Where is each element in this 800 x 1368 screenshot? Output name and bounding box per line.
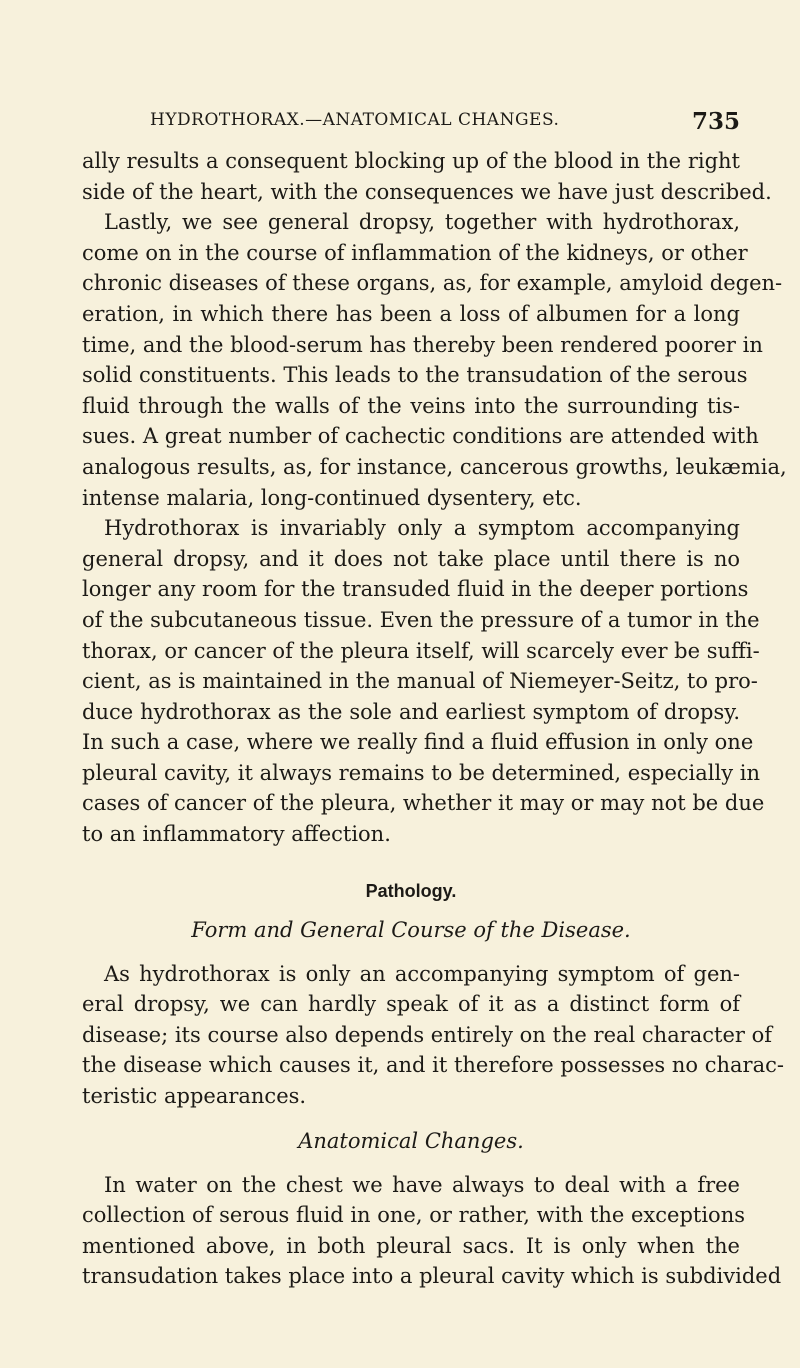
section-heading: Pathology.	[365, 880, 457, 901]
text-line: chronic diseases of these organs, as, for example, amyloid degen-	[82, 271, 783, 296]
text-line: Hydrothorax is invariably only a symptom accompanying	[104, 516, 740, 541]
text-line: thorax, or cancer of the pleura itself, will scarcely ever be suffi-	[82, 638, 760, 663]
paragraph-symptom	[82, 513, 765, 850]
text-line: the disease which causes it, and it therefore possesses no charac-	[82, 1053, 784, 1078]
running-head: HYDROTHORAX.—ANATOMICAL CHANGES.	[150, 110, 560, 130]
text-line: In water on the chest we have always to deal with a free	[104, 1172, 740, 1197]
page-number: 735	[691, 108, 740, 135]
text-line: time, and the blood-serum has thereby been rendered poorer in	[82, 332, 763, 357]
text-line: general dropsy, and it does not take place until there is no	[82, 546, 740, 571]
text-line: pleural cavity, it always remains to be determined, especially in	[82, 760, 760, 785]
text-line: longer any room for the transuded fluid in the deeper portions	[82, 577, 749, 602]
text-line: mentioned above, in both pleural sacs. It is only when the	[82, 1233, 740, 1258]
text-line: side of the heart, with the consequences we have just described.	[82, 179, 772, 204]
text-line: of the subcutaneous tissue. Even the pressure of a tumor in the	[82, 607, 760, 632]
text-line: cases of cancer of the pleura, whether it may or may not be due	[82, 791, 765, 816]
text-line: come on in the course of inflammation of the kidneys, or other	[82, 240, 748, 265]
text-line: As hydrothorax is only an accompanying symptom of gen-	[104, 961, 740, 986]
text-line: eral dropsy, we can hardly speak of it as a distinct form of	[82, 992, 740, 1017]
text-line: duce hydrothorax as the sole and earliest symptom of dropsy.	[82, 699, 740, 724]
paragraph-continuation	[82, 146, 772, 207]
text-line: cient, as is maintained in the manual of Niemeyer-Seitz, to pro-	[82, 669, 758, 694]
text-line: analogous results, as, for instance, cancerous growths, leukæmia,	[82, 454, 787, 479]
subheading-anatomical-changes: Anatomical Changes.	[298, 1128, 524, 1153]
text-line: intense malaria, long-continued dysentery, etc.	[82, 485, 582, 510]
paragraph-form	[82, 959, 784, 1112]
page-header	[150, 110, 740, 138]
text-line: ally results a consequent blocking up of the blood in the right	[82, 149, 740, 173]
text-line: transudation takes place into a pleural cavity which is subdivided	[82, 1264, 782, 1289]
subheading-form-course: Form and General Course of the Disease.	[191, 917, 631, 942]
paragraph-anatomical	[82, 1170, 782, 1292]
text-line: eration, in which there has been a loss of albumen for a long	[82, 301, 740, 326]
text-line: collection of serous fluid in one, or rather, with the exceptions	[82, 1203, 745, 1228]
page-body	[82, 146, 787, 1292]
text-line: to an inflammatory affection.	[82, 822, 391, 847]
text-line: fluid through the walls of the veins into the surrounding tis-	[82, 393, 740, 418]
text-line: In such a case, where we really find a fluid effusion in only one	[82, 730, 754, 755]
text-line: teristic appearances.	[82, 1084, 307, 1109]
text-line: solid constituents. This leads to the transudation of the serous	[82, 363, 748, 388]
paragraph-general-dropsy	[82, 207, 787, 513]
text-line: disease; its course also depends entirely on the real character of	[82, 1022, 773, 1047]
text-line: sues. A great number of cachectic conditions are attended with	[82, 424, 759, 449]
text-line: Lastly, we see general dropsy, together with hydrothorax,	[104, 210, 740, 235]
